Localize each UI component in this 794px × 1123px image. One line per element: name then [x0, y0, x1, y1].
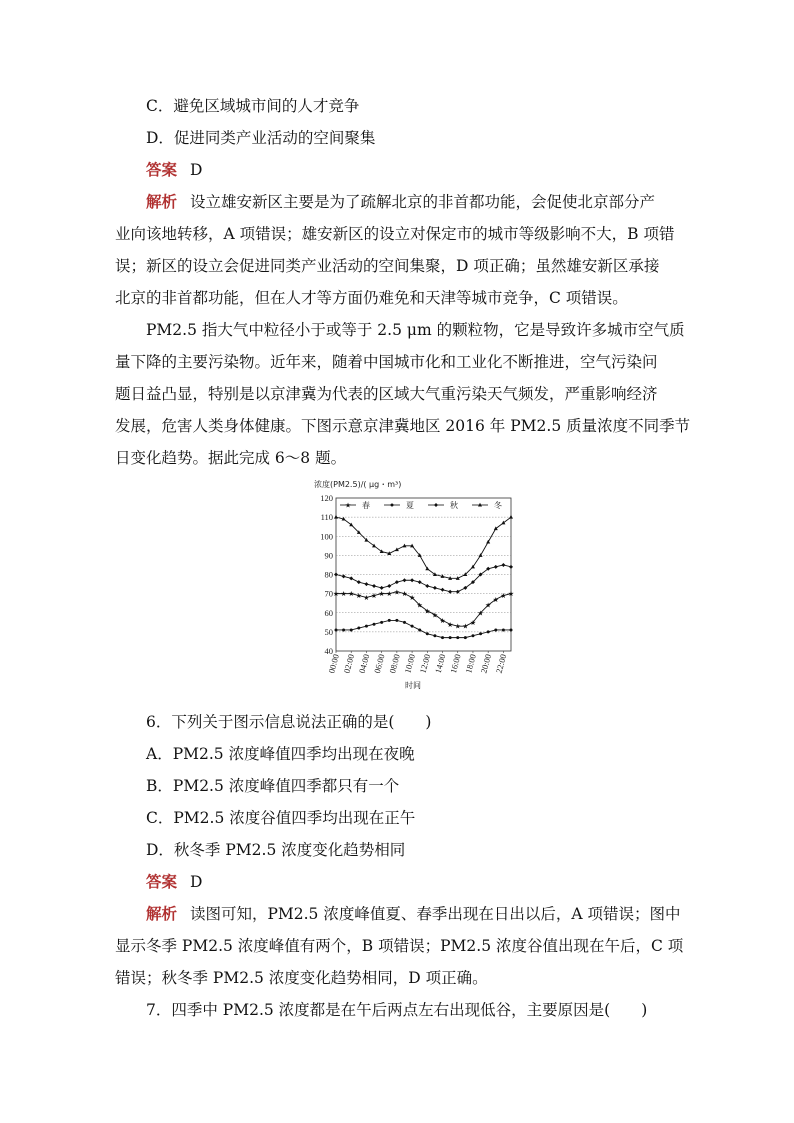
data-point: ★: [492, 595, 499, 604]
intro-line-2: 量下降的主要污染物。近年来，随着中国城市化和工业化不断推进，空气污染问: [115, 353, 658, 371]
analysis-text: 读图可知，PM2.5 浓度峰值夏、春季出现在日出以后，A 项错误；图中: [189, 905, 681, 923]
data-point: ★: [446, 620, 454, 629]
series-line-triangle: [336, 517, 511, 578]
data-point: [410, 578, 414, 582]
data-point: ★: [348, 590, 355, 599]
y-tick-label: 80: [324, 569, 333, 580]
data-point: ★: [378, 590, 385, 599]
data-point: [342, 574, 346, 578]
data-point: [494, 628, 497, 631]
data-point: ★: [424, 607, 431, 616]
x-tick-label: 04:00: [356, 652, 372, 675]
data-point: [433, 586, 437, 590]
analysis-line-4: 北京的非首都功能，但在人才等方面仍难免和天津等城市竞争，C 项错误。: [115, 289, 628, 307]
data-point: [411, 625, 414, 628]
answer-block-1: [146, 160, 202, 180]
data-point: [395, 580, 399, 584]
x-tick-label: 02:00: [341, 652, 357, 675]
data-point: [494, 565, 498, 569]
data-point: [349, 523, 353, 527]
data-point: [471, 634, 474, 637]
data-point: [334, 515, 338, 519]
data-point: ★: [386, 590, 393, 599]
intro-line-4: 发展，危害人类身体健康。下图示意京津冀地区 2016 年 PM2.5 质量浓度不同季节: [115, 417, 691, 435]
intro-line-3: 题日益凸显，特别是以京津冀为代表的区域大气重污染天气频发，严重影响经济: [115, 385, 658, 403]
data-point: [350, 628, 353, 631]
analysis6-line-3: 错误；秋冬季 PM2.5 浓度变化趋势相同，D 项正确。: [115, 969, 488, 987]
q6-option-d: D．秋冬季 PM2.5 浓度变化趋势相同: [146, 841, 406, 859]
data-point: [501, 563, 505, 567]
data-point: [395, 619, 398, 622]
analysis6-line-2: 显示冬季 PM2.5 浓度峰值有两个，B 项错误；PM2.5 浓度谷值出现在午后，C 项: [115, 937, 684, 955]
data-point: [425, 584, 429, 588]
legend-label: 冬: [494, 501, 502, 510]
answer-label: 答案: [146, 160, 178, 179]
data-point: [334, 573, 338, 577]
data-point: [373, 623, 376, 626]
data-point: [434, 503, 438, 507]
x-tick-label: 20:00: [478, 652, 494, 675]
x-tick-label: 08:00: [387, 652, 402, 675]
data-point: ★: [507, 590, 515, 599]
data-point: ★: [363, 594, 370, 603]
x-tick-label: 22:00: [493, 652, 509, 675]
y-tick-label: 70: [324, 588, 333, 599]
data-point: [387, 584, 391, 588]
data-point: [448, 590, 452, 594]
data-point: [418, 628, 421, 631]
data-point: [335, 628, 338, 631]
data-point: [418, 580, 422, 584]
answer-value: D: [189, 161, 203, 179]
x-tick-label: 06:00: [371, 652, 387, 675]
pm25-line-chart: [310, 476, 516, 690]
option-c: C．避免区域城市间的人才竞争: [146, 97, 360, 115]
data-point: [464, 636, 467, 639]
q6-option-b: B．PM2.5 浓度峰值四季都只有一个: [146, 777, 400, 795]
q6-option-c: C．PM2.5 浓度谷值四季均出现在正午: [146, 809, 416, 827]
x-tick-label: 16:00: [447, 652, 463, 675]
data-point: [372, 584, 376, 588]
data-point: [501, 521, 505, 525]
data-point: [365, 625, 368, 628]
y-tick-label: 40: [324, 646, 333, 656]
analysis-label: 解析: [146, 192, 178, 211]
data-point: ★: [355, 592, 362, 601]
chart-xlabel: 时间: [405, 681, 421, 690]
data-point: [357, 580, 361, 584]
q6-stem: 6．下列关于图示信息说法正确的是( ): [146, 713, 432, 731]
x-tick-label: 14:00: [432, 652, 448, 675]
data-point: ★: [344, 501, 352, 510]
data-point: [494, 526, 498, 530]
chart-ylabel: 浓度(PM2.5)/( μg・m³): [314, 480, 402, 489]
data-point: [391, 504, 394, 507]
data-point: [433, 572, 437, 576]
data-point: [372, 544, 376, 548]
data-point: [433, 634, 436, 637]
data-point: ★: [408, 594, 416, 603]
answer-value: D: [189, 873, 203, 891]
data-point: [364, 582, 368, 586]
data-point: [403, 621, 406, 624]
y-tick-label: 50: [324, 626, 333, 637]
intro-line-1: PM2.5 指大气中粒径小于或等于 2.5 μm 的颗粒物，它是导致许多城市空气质: [146, 321, 685, 339]
option-d: D．促进同类产业活动的空间聚集: [146, 129, 376, 147]
y-tick-label: 100: [320, 531, 333, 542]
analysis-label: 解析: [146, 904, 178, 923]
data-point: [456, 590, 460, 594]
answer-block-6: [146, 872, 202, 892]
series-line-diamond: [336, 565, 511, 592]
data-point: [380, 621, 383, 624]
data-point: [426, 632, 429, 635]
data-point: [388, 619, 391, 622]
data-point: ★: [469, 618, 477, 627]
intro-line-5: 日变化趋势。据此完成 6～8 题。: [115, 449, 347, 467]
analysis-text: 设立雄安新区主要是为了疏解北京的非首都功能，会促使北京部分产: [189, 193, 655, 211]
data-point: ★: [332, 590, 340, 599]
analysis6-line-1: [146, 904, 680, 924]
data-point: [441, 636, 444, 639]
analysis-line-2: 业向该地转移，A 项错误；雄安新区的设立对保定市的城市等级影响不大，B 项错: [115, 225, 675, 243]
data-point: [479, 632, 482, 635]
x-tick-label: 10:00: [402, 652, 418, 675]
x-tick-label: 12:00: [417, 652, 433, 675]
data-point: [349, 576, 353, 580]
q6-option-a: A．PM2.5 浓度峰值四季均出现在夜晚: [146, 745, 415, 763]
data-point: ★: [500, 592, 507, 601]
data-point: [380, 549, 384, 553]
x-tick-label: 18:00: [463, 652, 478, 675]
data-point: ★: [416, 601, 423, 610]
data-point: ★: [431, 611, 439, 620]
legend-label: 春: [362, 501, 370, 510]
pm25-chart: [310, 476, 516, 690]
data-point: [441, 588, 445, 592]
data-point: [342, 628, 345, 631]
data-point: [487, 630, 490, 633]
data-point: ★: [401, 590, 408, 599]
data-point: [502, 628, 505, 631]
y-tick-label: 120: [320, 493, 333, 503]
y-tick-label: 90: [324, 550, 333, 561]
data-point: [456, 636, 459, 639]
legend-label: 秋: [450, 501, 458, 510]
data-point: [357, 627, 360, 630]
data-point: ★: [462, 622, 469, 631]
series-line-circle: [336, 620, 511, 637]
data-point: ★: [454, 622, 461, 631]
data-point: ★: [485, 601, 492, 610]
data-point: [510, 628, 513, 631]
data-point: [402, 578, 406, 582]
data-point: ★: [370, 592, 378, 601]
data-point: ★: [477, 609, 484, 618]
data-point: ★: [439, 617, 446, 625]
data-point: [509, 515, 513, 519]
legend-label: 夏: [406, 501, 414, 510]
y-tick-label: 110: [320, 512, 333, 523]
data-point: ★: [340, 590, 347, 599]
answer-label: 答案: [146, 872, 178, 891]
q7-stem: 7．四季中 PM2.5 浓度都是在午后两点左右出现低谷，主要原因是( ): [146, 1001, 648, 1019]
data-point: [449, 636, 452, 639]
data-point: [509, 565, 513, 569]
y-tick-label: 60: [324, 607, 333, 618]
analysis-line-1: [146, 192, 655, 212]
analysis-line-3: 误；新区的设立会促进同类产业活动的空间集聚，D 项正确；虽然雄安新区承接: [115, 257, 660, 275]
x-tick-label: 00:00: [326, 652, 341, 675]
data-point: ★: [393, 588, 401, 597]
